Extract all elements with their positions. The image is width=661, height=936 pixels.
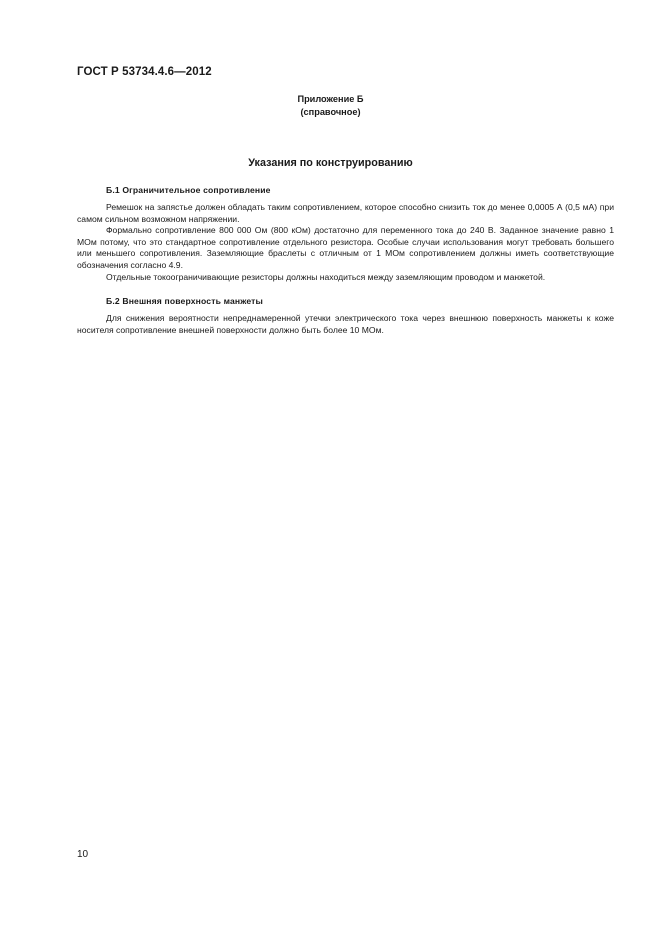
section-b2-body <box>77 313 614 336</box>
paragraph: Отдельные токоограничивающие резисторы должны находиться между заземляющим проводом и манжетой. <box>106 271 546 282</box>
paragraph: Формально сопротивление 800 000 Ом (800 кОм) достаточно для переменного тока до 240 В. Заданное значение равно 1 МОм потому, что это стандартное сопротивление отдельного резистора. Особые случаи использования могут требовать большего или меньшего сопротивления. Заземляющие браслеты с отличным от 1 МОм сопротивлением должны иметь соответствующие обозначения согласно 4.9. <box>77 225 614 270</box>
annex-title: Приложение Б <box>297 94 364 104</box>
section-b2-heading: Б.2 Внешняя поверхность манжеты <box>106 296 264 306</box>
section-b1-body <box>77 202 614 283</box>
page-number: 10 <box>77 849 89 860</box>
standard-code-header: ГОСТ Р 53734.4.6—2012 <box>77 66 212 78</box>
annex-subtitle: (справочное) <box>300 107 361 117</box>
paragraph: Для снижения вероятности непреднамеренной утечки электрического тока через внешнюю поверхность манжеты к коже носителя сопротивление внешней поверхности должно быть более 10 МОм. <box>77 313 614 335</box>
section-b1-heading: Б.1 Ограничительное сопротивление <box>106 185 271 195</box>
paragraph: Ремешок на запястье должен обладать таким сопротивлением, которое способно снизить ток до менее 0,0005 А (0,5 мА) при самом сильном возможном напряжении. <box>77 202 614 224</box>
main-title: Указания по конструированию <box>248 157 413 169</box>
